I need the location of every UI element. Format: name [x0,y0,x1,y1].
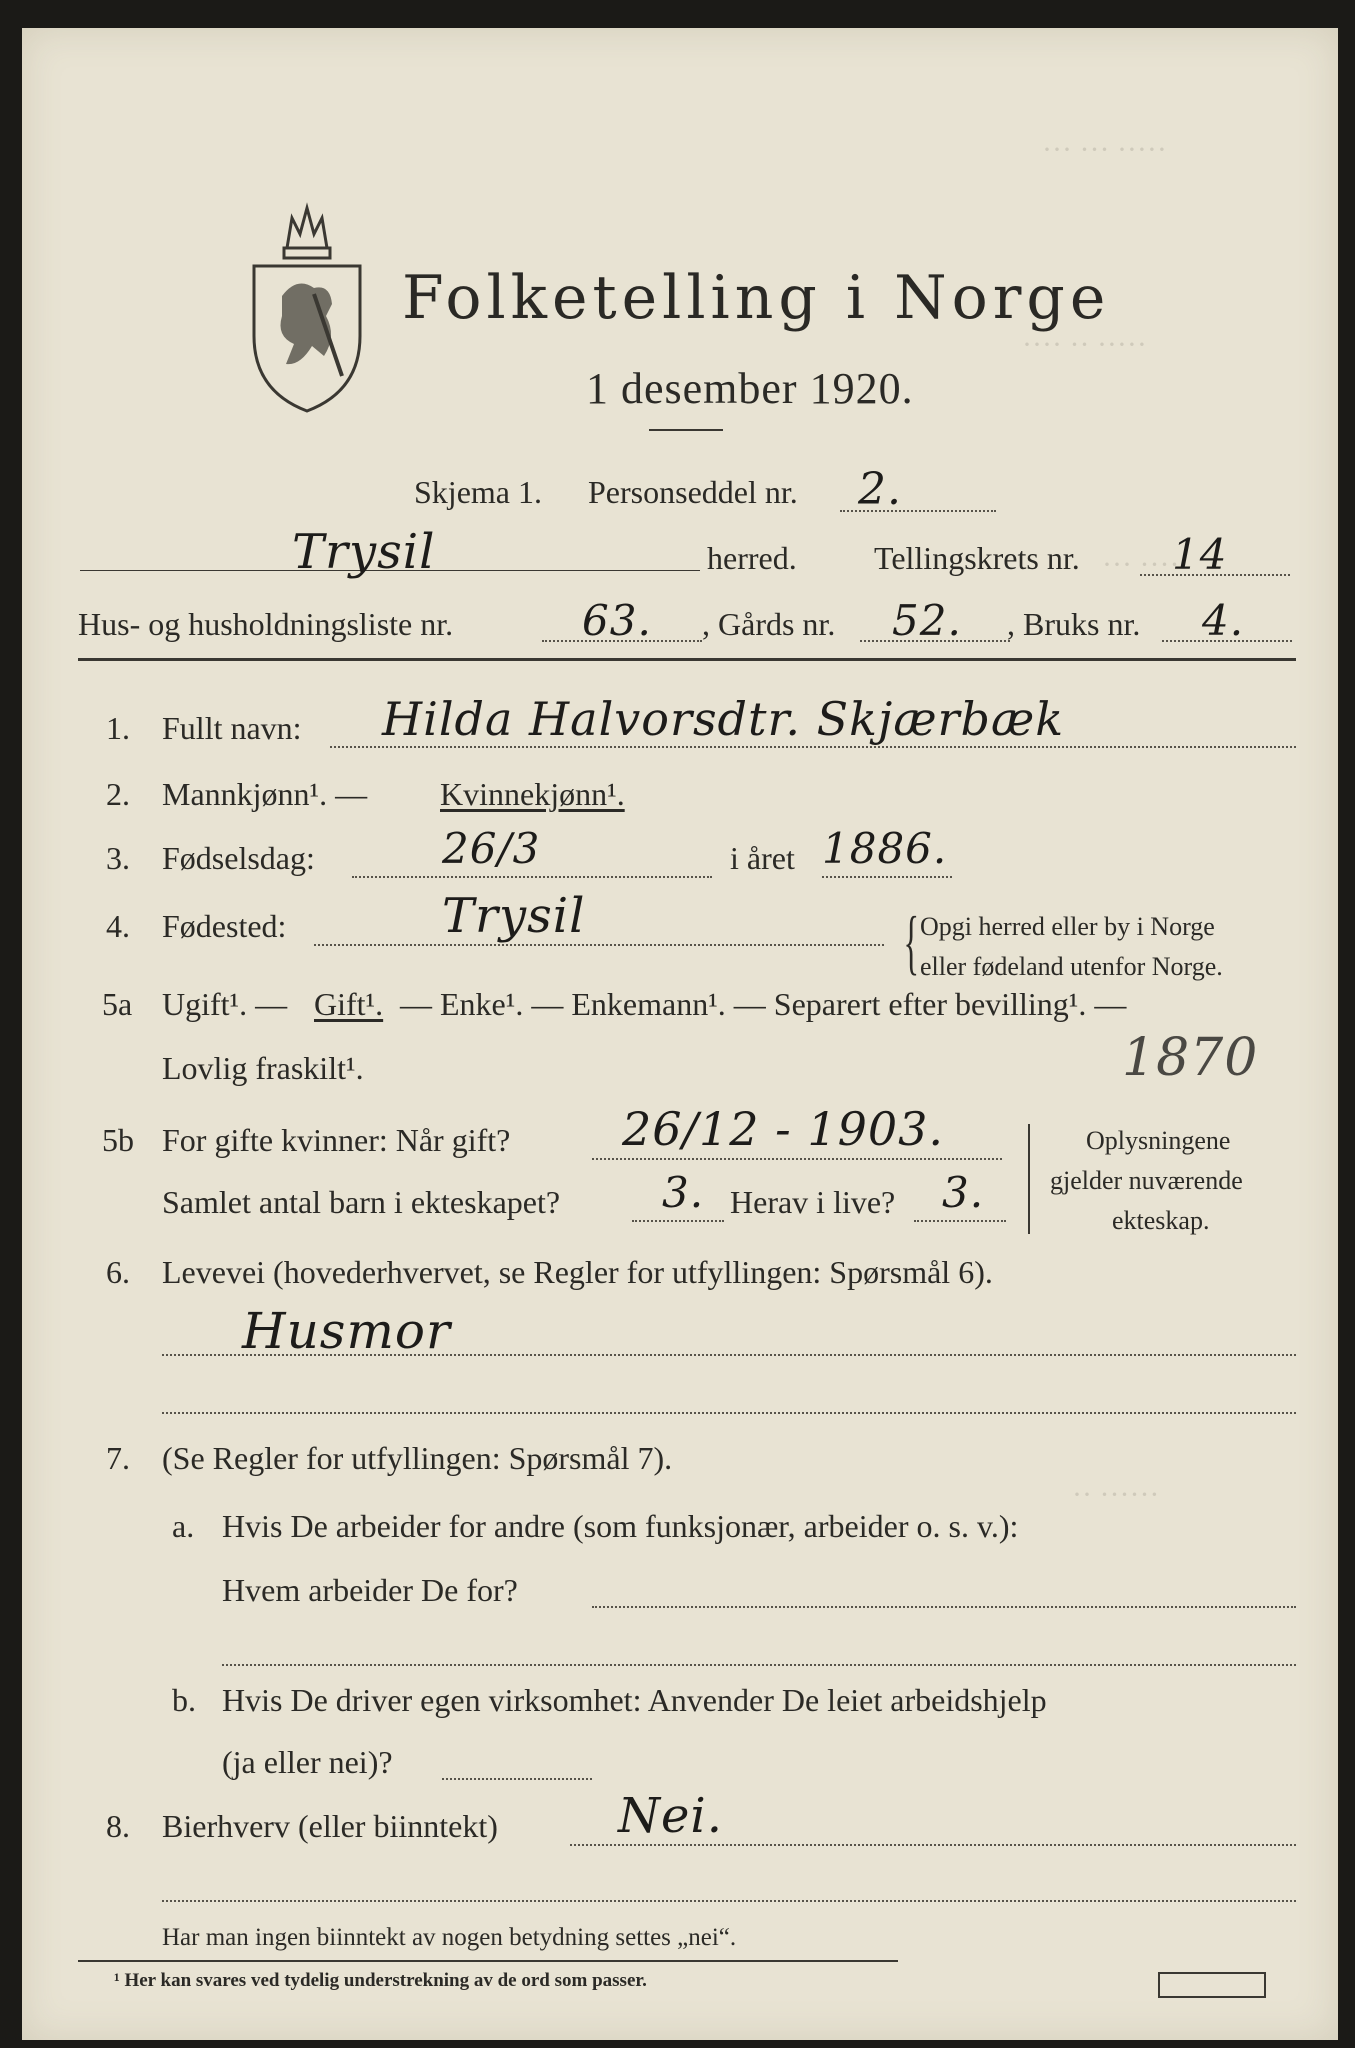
gards-value: 52. [892,596,962,645]
norwegian-coat-of-arms-icon [242,196,372,416]
q6-line2 [162,1412,1296,1414]
q2-female: Kvinnekjønn¹. [440,776,625,812]
bleed-through-text: ···· ·· ····· [1022,328,1147,361]
q3-year-line [822,876,952,878]
printer-stamp-icon [1158,1972,1266,1998]
q3-year-label: i året [730,840,795,876]
q8-line1 [570,1844,1296,1846]
q3-line [352,876,712,878]
schema-label: Skjema 1. [414,474,542,510]
q5b-number: 5b [102,1122,134,1158]
q4-line [314,944,884,946]
tellingskrets-label: Tellingskrets nr. [874,540,1080,576]
q1-number: 1. [106,710,130,746]
q5b-children-value: 3. [662,1168,705,1217]
q7b-letter: b. [172,1682,196,1718]
q8-label: Bierhverv (eller biinntekt) [162,1808,498,1844]
q6-value: Husmor [242,1302,451,1360]
tellingskrets-value: 14 [1172,530,1228,579]
q4-number: 4. [106,908,130,944]
q5b-note-line1: Oplysningene [1086,1126,1231,1155]
q7b-line [442,1778,592,1780]
q5a-gift: Gift¹. [314,986,384,1022]
header-divider [78,658,1296,661]
q5b-alive-line [914,1220,1006,1222]
herred-value: Trysil [292,524,436,580]
herred-label: herred. [707,540,797,576]
q3-year-value: 1886. [822,824,948,873]
q5b-children-label: Samlet antal barn i ekteskapet? [162,1184,561,1220]
q2-number: 2. [106,776,130,812]
q4-value: Trysil [442,888,586,944]
form-title: Folketelling i Norge [402,263,1111,333]
q3-label: Fødselsdag: [162,840,315,876]
q7a-line2 [222,1664,1296,1666]
q5b-alive-label: Herav i live? [730,1184,896,1220]
personseddel-label: Personseddel nr. [588,474,798,510]
q5b-note-line3: ekteskap. [1112,1206,1210,1235]
q7a-letter: a. [172,1508,195,1544]
q5b-note-bracket [1028,1124,1030,1234]
q7a-label: Hvis De arbeider for andre (som funksjonær, arbeider o. s. v.): [222,1508,1019,1544]
footnote-divider [78,1960,898,1962]
q5b-note-line2: gjelder nuværende [1050,1166,1243,1195]
q1-line [330,746,1296,748]
bruks-label: , Bruks nr. [1007,606,1141,642]
q5b-children-line [632,1220,724,1222]
q5b-line [592,1158,1002,1160]
footnote: ¹ Her kan svares ved tydelig understrekning av de ord som passer. [114,1970,647,1991]
q4-note-line2: eller fødeland utenfor Norge. [920,952,1223,981]
bleed-through-text: ··· ··· ····· [1042,133,1167,166]
q3-value: 26/3 [442,824,541,873]
q6-number: 6. [106,1254,130,1290]
q7-number: 7. [106,1440,130,1476]
q4-brace: { [903,902,920,982]
q7a-line1 [592,1606,1296,1608]
title-divider [649,429,723,431]
q5a-number: 5a [102,986,133,1022]
census-date: 1 desember 1920. [586,364,914,413]
q1-label: Fullt navn: [162,710,302,746]
bleed-through-text: ··· ···· [1102,548,1180,581]
q6-line1 [162,1354,1296,1356]
q7b-sub: (ja eller nei)? [222,1744,393,1780]
q4-note-line1: Opgi herred eller by i Norge [920,912,1215,941]
q1-value: Hilda Halvorsdtr. Skjærbæk [382,692,1065,746]
q3-number: 3. [106,840,130,876]
q8-line2 [162,1900,1296,1902]
biinntekt-note: Har man ingen biinntekt av nogen betydning settes „nei“. [162,1924,737,1951]
q5a-line2: Lovlig fraskilt¹. [162,1050,364,1086]
q4-label: Fødested: [162,908,287,944]
gards-label: , Gårds nr. [702,606,836,642]
census-form-page [22,28,1338,2040]
q6-label: Levevei (hovederhvervet, se Regler for utfyllingen: Spørsmål 6). [162,1254,993,1290]
q7-label: (Se Regler for utfyllingen: Spørsmål 7). [162,1440,673,1476]
q8-value: Nei. [618,1788,724,1844]
q5b-value: 26/12 - 1903. [622,1102,945,1156]
q8-number: 8. [106,1808,130,1844]
husliste-label: Hus- og husholdningsliste nr. [78,606,454,642]
q7b-label: Hvis De driver egen virksomhet: Anvender De leiet arbeidshjelp [222,1682,1047,1718]
q7a-sub: Hvem arbeider De for? [222,1572,518,1608]
q5b-alive-value: 3. [942,1168,985,1217]
q5a-rest: — Enke¹. — Enkemann¹. — Separert efter bevilling¹. — [400,986,1127,1022]
husliste-value: 63. [582,596,652,645]
bruks-value: 4. [1202,596,1245,645]
bleed-through-text: ·· ······ [1072,1478,1160,1511]
q5a-ugift: Ugift¹. — [162,986,288,1022]
margin-note: 1870 [1122,1028,1259,1088]
q2-male: Mannkjønn¹. — [162,776,368,812]
personseddel-value: 2. [858,464,902,515]
q5b-label: For gifte kvinner: Når gift? [162,1122,511,1158]
